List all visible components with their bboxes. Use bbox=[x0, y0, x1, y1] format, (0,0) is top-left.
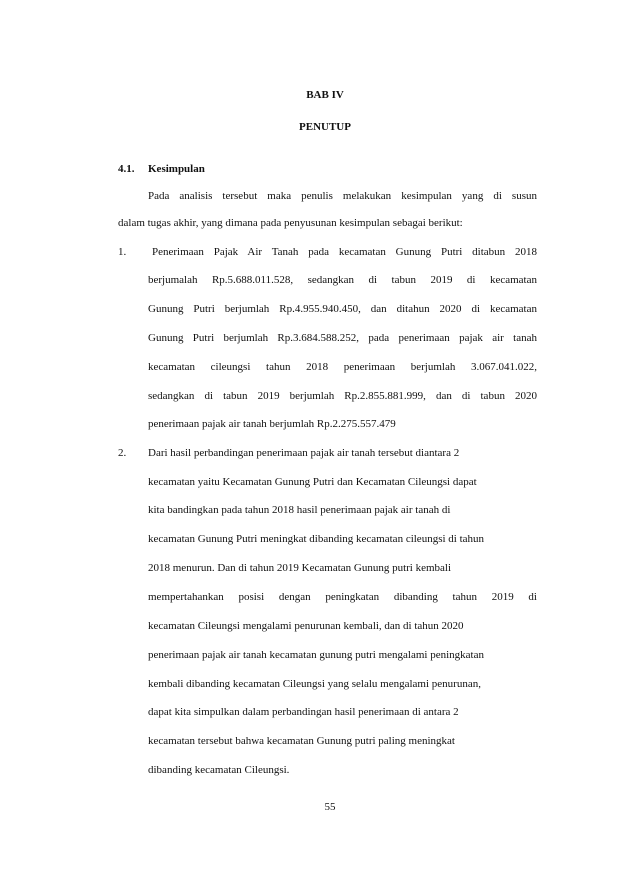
intro-line: Pada analisis tersebut maka penulis melakukan kesimpulan yang di susun bbox=[148, 190, 537, 202]
list-item-line: kita bandingkan pada tahun 2018 hasil penerimaan pajak air tanah di bbox=[148, 504, 451, 516]
list-item-number: 1. bbox=[118, 246, 127, 258]
list-item-line: Dari hasil perbandingan penerimaan pajak air tanah tersebut diantara 2 bbox=[148, 447, 460, 459]
section-number: 4.1. bbox=[118, 163, 135, 175]
list-item-number: 2. bbox=[118, 447, 127, 459]
list-item-line: kecamatan Gunung Putri meningkat dibanding kecamatan cileungsi di tahun bbox=[148, 533, 485, 545]
list-item-line: dibanding kecamatan Cileungsi. bbox=[148, 764, 290, 776]
list-item-line: sedangkan di tabun 2019 berjumlah Rp.2.855.881.999, dan di tabun 2020 bbox=[148, 390, 537, 402]
list-item-line: kembali dibanding kecamatan Cileungsi yang selalu mengalami penurunan, bbox=[148, 678, 481, 690]
list-item-line: Gunung Putri berjumlah Rp.3.684.588.252, pada penerimaan pajak air tanah bbox=[148, 332, 537, 344]
list-item-line: Penerimaan Pajak Air Tanah pada kecamatan Gunung Putri ditabun 2018 bbox=[152, 246, 537, 258]
page-number: 55 bbox=[324, 801, 336, 813]
list-item-line: dapat kita simpulkan dalam perbandingan hasil penerimaan di antara 2 bbox=[148, 706, 459, 718]
section-title: Kesimpulan bbox=[148, 163, 205, 175]
chapter-label: BAB IV bbox=[306, 89, 344, 101]
intro-line: dalam tugas akhir, yang dimana pada penyusunan kesimpulan sebagai berikut: bbox=[118, 217, 463, 229]
list-item-line: penerimaan pajak air tanah kecamatan gunung putri mengalami peningkatan bbox=[148, 649, 484, 661]
list-item-line: kecamatan tersebut bahwa kecamatan Gunung putri paling meningkat bbox=[148, 735, 455, 747]
list-item-line: 2018 menurun. Dan di tahun 2019 Kecamatan Gunung putri kembali bbox=[148, 562, 452, 574]
list-item-line: Gunung Putri berjumlah Rp.4.955.940.450, dan ditahun 2020 di kecamatan bbox=[148, 303, 537, 315]
list-item-line: mempertahankan posisi dengan peningkatan dibanding tahun 2019 di bbox=[148, 591, 537, 603]
list-item-line: kecamatan yaitu Kecamatan Gunung Putri dan Kecamatan Cileungsi dapat bbox=[148, 476, 477, 488]
list-item-line: kecamatan cileungsi tahun 2018 penerimaan berjumlah 3.067.041.022, bbox=[148, 361, 537, 373]
list-item-line: kecamatan Cileungsi mengalami penurunan kembali, dan di tahun 2020 bbox=[148, 620, 464, 632]
list-item-line: berjumalah Rp.5.688.011.528, sedangkan di tabun 2019 di kecamatan bbox=[148, 274, 537, 286]
chapter-title: PENUTUP bbox=[299, 121, 351, 133]
list-item-line: penerimaan pajak air tanah berjumlah Rp.2.275.557.479 bbox=[148, 418, 396, 430]
